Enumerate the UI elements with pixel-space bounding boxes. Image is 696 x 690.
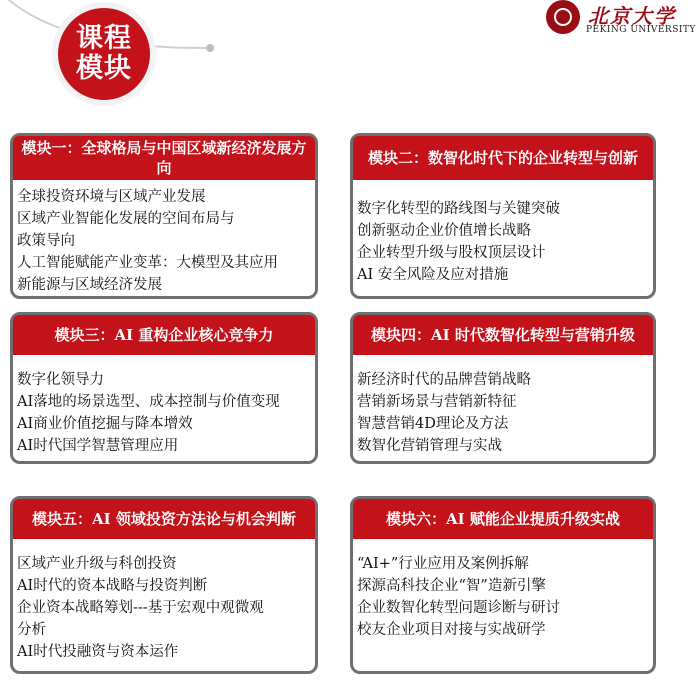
list-item: 区域产业升级与科创投资 xyxy=(17,556,177,572)
list-item: 企业转型升级与股权顶层设计 xyxy=(357,245,546,261)
module-card-6 xyxy=(350,496,656,674)
list-item: AI时代投融资与资本运作 xyxy=(17,644,179,660)
title-line-2: 模块 xyxy=(76,53,132,84)
list-item: 区域产业智能化发展的空间布局与 xyxy=(17,211,235,227)
module-items-6 xyxy=(353,539,653,641)
logo-chinese-name: 北京大学 xyxy=(588,4,676,28)
list-item: AI落地的场景选型、成本控制与价值变现 xyxy=(17,394,280,410)
module-items-1 xyxy=(13,180,315,296)
module-items-5 xyxy=(13,539,315,663)
list-item: 数字化领导力 xyxy=(17,372,104,388)
title-badge xyxy=(58,8,150,100)
list-item: 人工智能赋能产业变革：大模型及其应用 xyxy=(17,255,278,271)
module-header-5: 模块五：AI 领域投资方法论与机会判断 xyxy=(13,499,315,539)
module-header-4: 模块四：AI 时代数智化转型与营销升级 xyxy=(353,315,653,355)
logo-english-name: PEKING UNIVERSITY xyxy=(586,25,696,35)
list-item: AI时代的资本战略与投资判断 xyxy=(17,578,208,594)
module-card-3 xyxy=(10,312,318,464)
list-item: AI 安全风险及应对措施 xyxy=(357,267,509,283)
list-item: 新能源与区域经济发展 xyxy=(17,277,162,293)
list-item: 数字化转型的路线图与关键突破 xyxy=(357,201,560,217)
module-items-2 xyxy=(353,180,653,286)
list-item: 新经济时代的品牌营销战略 xyxy=(357,372,531,388)
module-items-3 xyxy=(13,355,315,457)
list-item: 校友企业项目对接与实战研学 xyxy=(357,622,546,638)
list-item: 探源高科技企业“智”造新引擎 xyxy=(357,578,546,594)
list-item: 分析 xyxy=(17,622,46,638)
list-item: AI商业价值挖掘与降本增效 xyxy=(17,416,193,432)
module-card-4 xyxy=(350,312,656,464)
list-item: 营销新场景与营销新特征 xyxy=(357,394,517,410)
module-card-5 xyxy=(10,496,318,674)
module-header-3: 模块三：AI 重构企业核心竞争力 xyxy=(13,315,315,355)
list-item: 企业资本战略筹划---基于宏观中观微观 xyxy=(17,600,264,616)
list-item: AI时代国学智慧管理应用 xyxy=(17,438,179,454)
title-line-1: 课程 xyxy=(76,23,132,54)
university-seal-icon xyxy=(546,0,580,34)
list-item: 智慧营销4D理论及方法 xyxy=(357,416,509,432)
list-item: 企业数智化转型问题诊断与研讨 xyxy=(357,600,560,616)
module-header-1: 模块一：全球格局与中国区域新经济发展方向 xyxy=(13,136,315,180)
list-item: 创新驱动企业价值增长战略 xyxy=(357,223,531,239)
module-card-1 xyxy=(10,133,318,299)
module-card-2 xyxy=(350,133,656,299)
module-header-2: 模块二：数智化时代下的企业转型与创新 xyxy=(353,136,653,180)
module-items-4 xyxy=(353,355,653,457)
module-header-6: 模块六：AI 赋能企业提质升级实战 xyxy=(353,499,653,539)
list-item: “AI+”行业应用及案例拆解 xyxy=(357,556,529,572)
list-item: 全球投资环境与区域产业发展 xyxy=(17,189,206,205)
university-logo xyxy=(540,0,696,46)
list-item: 政策导向 xyxy=(17,233,75,249)
list-item: 数智化营销管理与实战 xyxy=(357,438,502,454)
